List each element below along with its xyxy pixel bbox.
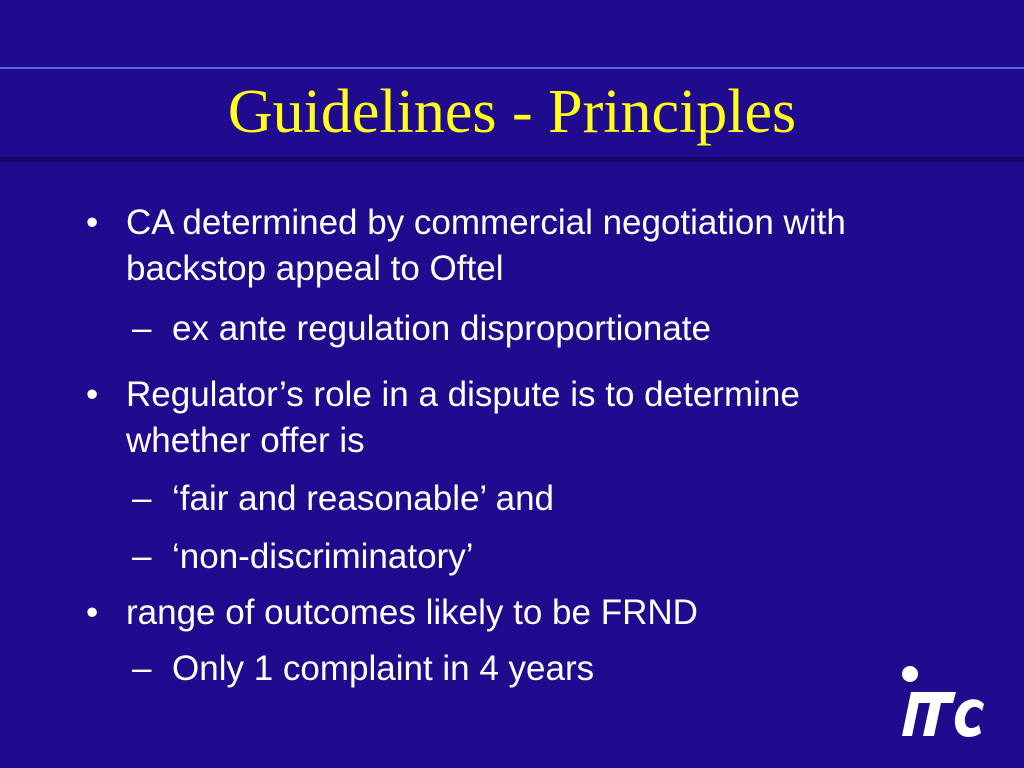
sub-bullet-item bbox=[86, 534, 936, 580]
logo-c bbox=[955, 699, 984, 737]
itc-logo bbox=[898, 662, 990, 738]
bullet-item bbox=[86, 200, 936, 292]
sub-bullet-text: ‘non-discriminatory’ bbox=[172, 537, 474, 576]
bullet-text: CA determined by commercial negotiation with backstop appeal to Oftel bbox=[126, 203, 846, 288]
sub-bullet-item bbox=[86, 476, 936, 522]
sub-bullet-text: Only 1 complaint in 4 years bbox=[172, 649, 595, 688]
sub-bullet-text: ex ante regulation disproportionate bbox=[172, 309, 711, 348]
bullet-list bbox=[86, 200, 936, 692]
sub-bullet-item bbox=[86, 646, 936, 692]
bullet-item bbox=[86, 372, 806, 464]
bullet-icon: • bbox=[86, 375, 99, 414]
sub-bullet-item bbox=[86, 306, 936, 352]
bullet-icon: • bbox=[86, 203, 99, 242]
dash-icon: – bbox=[132, 479, 152, 518]
logo-t-bar bbox=[913, 692, 956, 703]
sub-bullet-text: ‘fair and reasonable’ and bbox=[172, 479, 555, 518]
dash-icon: – bbox=[132, 309, 152, 348]
title-bottom-divider bbox=[0, 157, 1024, 162]
bullet-text: Regulator’s role in a dispute is to determine whether offer is bbox=[126, 375, 800, 460]
dash-icon: – bbox=[132, 537, 152, 576]
logo-i-dot bbox=[902, 666, 918, 682]
bullet-icon: • bbox=[86, 593, 99, 632]
logo-t-stem bbox=[923, 703, 941, 736]
bullet-item bbox=[86, 590, 936, 636]
title-top-divider bbox=[0, 67, 1024, 69]
dash-icon: – bbox=[132, 649, 152, 688]
bullet-text: range of outcomes likely to be FRND bbox=[126, 593, 698, 632]
slide-title: Guidelines - Principles bbox=[227, 78, 797, 146]
